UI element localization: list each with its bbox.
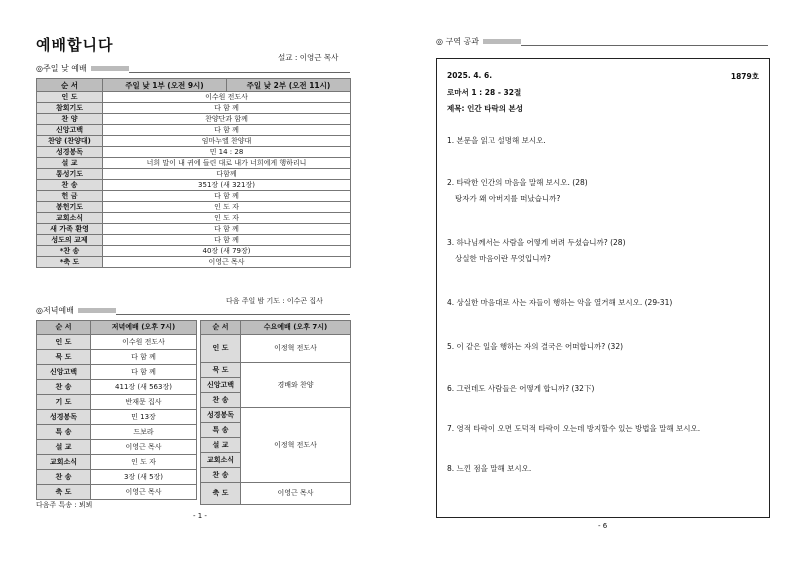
order-label: 새 가족 환영 bbox=[37, 224, 103, 235]
wed-label: 신앙고백 bbox=[201, 378, 241, 393]
study-date: 2025. 4. 6. bbox=[447, 71, 493, 80]
table-row bbox=[37, 92, 351, 103]
page-number-left: - 1 - bbox=[193, 512, 207, 520]
order-value: 인 도 자 bbox=[103, 202, 351, 213]
page-title: 예배합니다 bbox=[36, 36, 114, 54]
wed-label: 묵 도 bbox=[201, 363, 241, 378]
table-row bbox=[37, 125, 351, 136]
study-sub-question: 상실한 마음이란 무엇입니까? bbox=[455, 254, 551, 263]
order-value: 민 14 : 28 bbox=[103, 147, 351, 158]
study-question: 3. 하나님께서는 사람을 어떻게 버려 두셨습니까? (28) bbox=[447, 238, 626, 247]
order-value: 너희 말이 내 귀에 들린 대로 내가 너희에게 행하리니 bbox=[103, 158, 351, 169]
order-value: 드보라 bbox=[91, 425, 197, 440]
table-row bbox=[37, 103, 351, 114]
order-value: 351장 (새 321장) bbox=[103, 180, 351, 191]
table-row bbox=[37, 410, 197, 425]
table-row bbox=[37, 169, 351, 180]
study-question: 1. 본문을 읽고 설명해 보시오. bbox=[447, 136, 546, 145]
order-value: 다 함 께 bbox=[103, 224, 351, 235]
order-value: 이영근 목사 bbox=[91, 485, 197, 500]
table-row bbox=[37, 470, 197, 485]
order-label: 신앙고백 bbox=[37, 365, 91, 380]
table-row bbox=[37, 440, 197, 455]
order-value: 다 함 께 bbox=[103, 235, 351, 246]
evening-order-table bbox=[36, 320, 197, 500]
wed-label: 찬 송 bbox=[201, 393, 241, 408]
study-section-header bbox=[436, 36, 768, 47]
table-row bbox=[37, 380, 197, 395]
sunday-section-header bbox=[36, 63, 350, 74]
table-row bbox=[37, 213, 351, 224]
order-value: 다함께 bbox=[103, 169, 351, 180]
order-label: 인 도 bbox=[37, 335, 91, 350]
order-label: 묵 도 bbox=[37, 350, 91, 365]
order-label: 봉헌기도 bbox=[37, 202, 103, 213]
order-value: 이수원 전도사 bbox=[103, 92, 351, 103]
study-question: 5. 이 같은 일을 행하는 자의 결국은 어떠합니까? (32) bbox=[447, 342, 624, 351]
wed-value: 이정혁 전도사 bbox=[241, 335, 351, 363]
wednesday-order-table bbox=[200, 320, 351, 505]
section-bar bbox=[78, 308, 116, 313]
order-label: 찬 양 bbox=[37, 114, 103, 125]
order-value: 다 함 께 bbox=[103, 191, 351, 202]
order-label: 신앙고백 bbox=[37, 125, 103, 136]
order-value: 이영근 목사 bbox=[103, 257, 351, 268]
order-label: 헌 금 bbox=[37, 191, 103, 202]
next-special-song: 다음주 특송 : 뵈뵈 bbox=[36, 501, 93, 509]
wed-label: 축 도 bbox=[201, 483, 241, 505]
order-label: 찬양 (찬양대) bbox=[37, 136, 103, 147]
study-question: 8. 느낀 점을 말해 보시오. bbox=[447, 464, 532, 473]
order-value: 이수원 전도사 bbox=[91, 335, 197, 350]
order-label: 축 도 bbox=[37, 485, 91, 500]
scripture-reference: 로마서 1 : 28 - 32절 bbox=[447, 88, 522, 97]
col-header-second-service: 주일 낮 2부 (오전 11시) bbox=[227, 79, 351, 92]
order-value: 인 도 자 bbox=[103, 213, 351, 224]
col-header-order: 순 서 bbox=[37, 321, 91, 335]
table-row bbox=[37, 257, 351, 268]
order-label: *찬 송 bbox=[37, 246, 103, 257]
evening-section-label: ◎저녁예배 bbox=[36, 306, 74, 315]
next-night-prayer: 다음 주일 밤 기도 : 이수곤 집사 bbox=[226, 297, 323, 305]
wed-label: 특 송 bbox=[201, 423, 241, 438]
study-sub-question: 탕자가 왜 아버지를 떠났습니까? bbox=[455, 194, 561, 203]
table-row bbox=[37, 455, 197, 470]
order-label: 찬 송 bbox=[37, 380, 91, 395]
order-value: 민 13장 bbox=[91, 410, 197, 425]
order-label: 성경봉독 bbox=[37, 147, 103, 158]
order-value: 반재문 집사 bbox=[91, 395, 197, 410]
wed-label: 성경봉독 bbox=[201, 408, 241, 423]
wed-label: 인 도 bbox=[201, 335, 241, 363]
order-value: 다 함 께 bbox=[103, 103, 351, 114]
order-label: 교회소식 bbox=[37, 455, 91, 470]
section-line bbox=[129, 72, 350, 73]
table-row bbox=[37, 224, 351, 235]
sunday-section-label: ◎주일 낮 예배 bbox=[36, 64, 87, 73]
table-row bbox=[37, 114, 351, 125]
study-question: 4. 상실한 마음대로 사는 자들이 행하는 악을 열거해 보시오. (29-31) bbox=[447, 298, 673, 307]
wed-label: 설 교 bbox=[201, 438, 241, 453]
issue-number: 1879호 bbox=[730, 72, 759, 81]
study-question: 7. 영적 타락이 오면 도덕적 타락이 오는데 방지할수 있는 방법을 말해 보시오. bbox=[447, 424, 701, 433]
study-question: 2. 타락한 인간의 마음을 말해 보시오. (28) bbox=[447, 178, 588, 187]
study-header-row bbox=[447, 71, 759, 82]
order-value: 찬양단과 함께 bbox=[103, 114, 351, 125]
study-section-label: ◎ 구역 공과 bbox=[436, 37, 479, 46]
table-row bbox=[37, 235, 351, 246]
order-value: 다 함 께 bbox=[91, 365, 197, 380]
page-number-right: - 6 bbox=[598, 522, 608, 530]
col-header-order: 순 서 bbox=[201, 321, 241, 335]
study-box bbox=[436, 58, 770, 518]
study-subject: 제목: 인간 타락의 본성 bbox=[447, 104, 524, 113]
table-row bbox=[37, 180, 351, 191]
table-row bbox=[37, 158, 351, 169]
section-bar bbox=[483, 39, 521, 44]
table-row bbox=[37, 202, 351, 213]
table-row bbox=[37, 246, 351, 257]
table-row bbox=[37, 136, 351, 147]
study-question: 6. 그런데도 사람들은 어떻게 합니까? (32下) bbox=[447, 384, 595, 393]
order-value: 40장 (새 79장) bbox=[103, 246, 351, 257]
order-label: 설 교 bbox=[37, 158, 103, 169]
order-value: 3장 (새 5장) bbox=[91, 470, 197, 485]
section-line bbox=[116, 314, 350, 315]
order-label: 기 도 bbox=[37, 395, 91, 410]
section-bar bbox=[91, 66, 129, 71]
col-header-first-service: 주일 낮 1부 (오전 9시) bbox=[103, 79, 227, 92]
order-label: 교회소식 bbox=[37, 213, 103, 224]
order-value: 이영근 목사 bbox=[91, 440, 197, 455]
table-row bbox=[37, 395, 197, 410]
wed-label: 찬 송 bbox=[201, 468, 241, 483]
order-label: 설 교 bbox=[37, 440, 91, 455]
order-value: 다 함 께 bbox=[103, 125, 351, 136]
order-label: 참회기도 bbox=[37, 103, 103, 114]
col-header-order: 순 서 bbox=[37, 79, 103, 92]
table-row bbox=[37, 485, 197, 500]
table-row bbox=[37, 335, 197, 350]
order-value: 인 도 자 bbox=[91, 455, 197, 470]
col-header-evening: 저녁예배 (오후 7시) bbox=[91, 321, 197, 335]
order-label: 특 송 bbox=[37, 425, 91, 440]
evening-section-header bbox=[36, 305, 350, 316]
order-label: 통성기도 bbox=[37, 169, 103, 180]
section-line bbox=[521, 45, 768, 46]
order-label: 성경봉독 bbox=[37, 410, 91, 425]
order-label: *축 도 bbox=[37, 257, 103, 268]
order-value: 411장 (새 563장) bbox=[91, 380, 197, 395]
sermon-preacher: 설교 : 이영근 목사 bbox=[278, 53, 339, 62]
order-label: 찬 송 bbox=[37, 180, 103, 191]
wed-value: 경배와 찬양 bbox=[241, 363, 351, 408]
sunday-order-table bbox=[36, 78, 351, 268]
table-row bbox=[37, 191, 351, 202]
col-header-wednesday: 수요예배 (오후 7시) bbox=[241, 321, 351, 335]
wed-value: 이정혁 전도사 bbox=[241, 408, 351, 483]
order-label: 성도의 교제 bbox=[37, 235, 103, 246]
table-row bbox=[37, 147, 351, 158]
order-value: 다 함 께 bbox=[91, 350, 197, 365]
wed-value: 이영근 목사 bbox=[241, 483, 351, 505]
table-row bbox=[37, 365, 197, 380]
wed-label: 교회소식 bbox=[201, 453, 241, 468]
table-row bbox=[37, 425, 197, 440]
order-label: 찬 송 bbox=[37, 470, 91, 485]
order-label: 인 도 bbox=[37, 92, 103, 103]
order-value: 임마누엘 찬양대 bbox=[103, 136, 351, 147]
table-row bbox=[37, 350, 197, 365]
